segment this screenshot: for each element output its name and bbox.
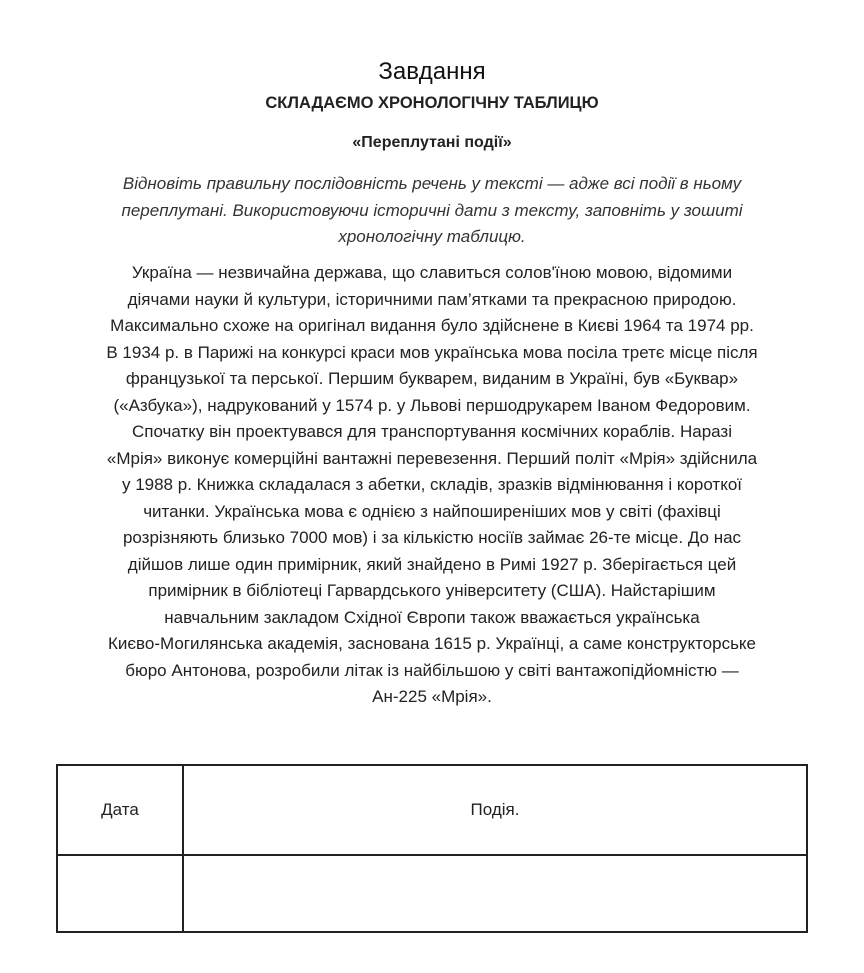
exercise-title: «Переплутані події» — [352, 134, 512, 151]
story-line: («Азбука»), надрукований у 1574 р. у Львові першодрукарем Іваном Федоровим. — [113, 395, 751, 415]
story-line: Україна — незвичайна держава, що славиться солов'їною мовою, відомими — [131, 263, 733, 282]
story-line: Києво-Могилянська академія, заснована 1615 р. Українці, а саме конструкторське — [107, 634, 757, 653]
story-line: бюро Антонова, розробили літак із найбільшою у світі вантажопідйомністю — — [125, 660, 739, 680]
date-cell[interactable] — [57, 855, 183, 932]
event-column-header: Подія. — [183, 765, 807, 855]
instruction-paragraph — [80, 171, 784, 251]
chronology-table — [56, 764, 808, 933]
story-line: діячами науки й культури, історичними пам’ятками та прекрасною природою. — [127, 289, 737, 309]
story-line: примірник в бібліотеці Гарвардського університету (США). Найстарішим — [148, 581, 716, 600]
instruction-line: Відновіть правильну послідовність речень у тексті — адже всі події в ньому — [122, 174, 742, 193]
instruction-line: переплутані. Використовуючи історичні дати з тексту, заповніть у зошиті — [121, 200, 743, 220]
page-title: Завдання — [378, 58, 486, 85]
story-line: В 1934 р. в Парижі на конкурсі краси мов українська мова посіла третє місце після — [106, 342, 758, 362]
story-line: читанки. Українська мова є однією з найпоширеніших мов у світі (фахівці — [143, 501, 721, 521]
story-line: Спочатку він проектувався для транспортування космічних кораблів. Наразі — [131, 422, 733, 441]
story-line: дійшов лише один примірник, який знайдено в Римі 1927 р. Зберігається цей — [127, 554, 737, 574]
story-paragraph — [52, 260, 812, 711]
story-line: у 1988 р. Книжка складалася з абетки, складів, зразків відмінювання і короткої — [121, 475, 743, 494]
story-line: французької та перської. Першим букварем, виданим в Україні, був «Буквар» — [125, 369, 739, 388]
table-row — [57, 855, 807, 932]
story-line: Максимально схоже на оригінал видання було здійснене в Києві 1964 та 1974 рр. — [110, 316, 754, 335]
story-line: «Мрія» виконує комерційні вантажні перевезення. Перший політ «Мрія» здійснила — [106, 448, 758, 468]
story-line: Ан-225 «Мрія». — [372, 687, 492, 706]
date-column-header: Дата — [57, 765, 183, 855]
event-cell[interactable] — [183, 855, 807, 932]
story-line: розрізняють близько 7000 мов) і за кількістю носіїв займає 26-те місце. До нас — [122, 528, 742, 547]
table-header-row — [57, 765, 807, 855]
task-subtitle: СКЛАДАЄМО ХРОНОЛОГІЧНУ ТАБЛИЦЮ — [265, 94, 599, 112]
instruction-line: хронологічну таблицю. — [338, 227, 526, 246]
story-line: навчальним закладом Східної Європи також вважається українська — [164, 607, 700, 627]
